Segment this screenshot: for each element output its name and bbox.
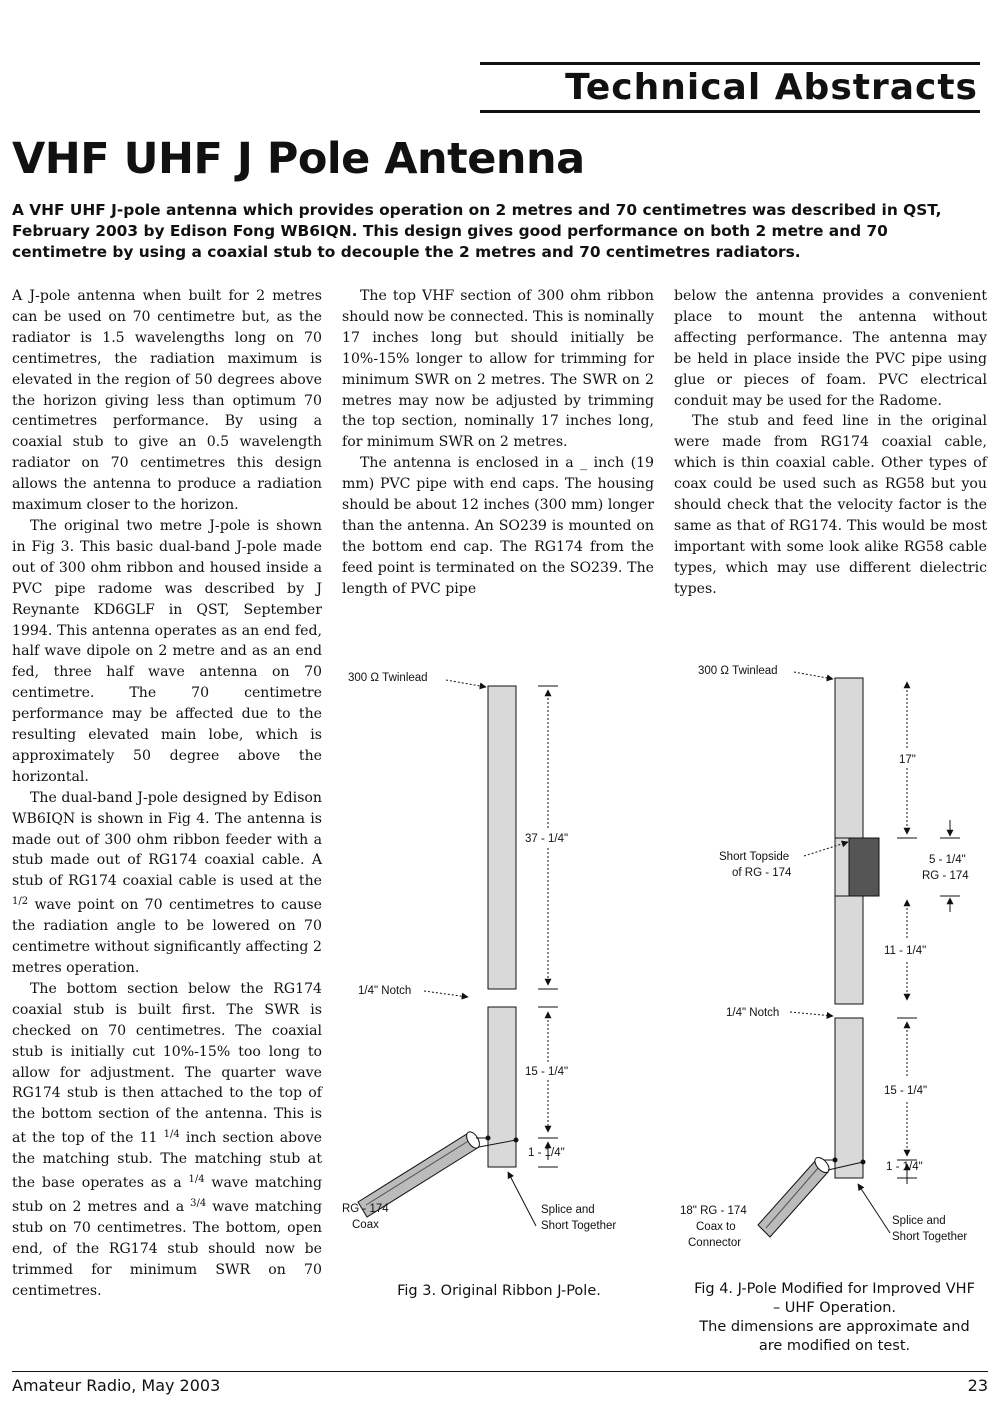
paragraph: The top VHF section of 300 ohm ribbon should now be connected. This is nominally 17 inches long but should initially be 10%-15% longer to allow for trimming for minimum SWR on 2 metres. The SWR on 2 metres may now be adjusted by trimming the top section, nominally 17 inches long, for minimum SWR on 2 metres.: [342, 288, 654, 451]
stub-label: Short Topside: [719, 851, 790, 863]
figure-3: [338, 660, 660, 1280]
paragraph: [12, 979, 322, 1302]
figure-4: [672, 660, 992, 1300]
coax-label-2: Coax to: [696, 1221, 736, 1233]
paragraph: below the antenna provides a convenient place to mount the antenna without affecting performance. The antenna may be held in place inside the PVC pipe using glue or pieces of foam. PVC electrical conduit may be used for the Radome.: [674, 288, 987, 409]
section-header: [480, 62, 980, 113]
twinlead-label: 300 Ω Twinlead: [348, 672, 428, 684]
dim-mid-label: 15 - 1/4": [525, 1066, 569, 1078]
splice-label-2: Short Together: [541, 1220, 617, 1232]
stub-label-2: of RG - 174: [732, 867, 792, 879]
header-rule-bottom: [480, 110, 980, 113]
notch-label: 1/4" Notch: [726, 1007, 780, 1019]
text-run: wave matching stub on 70 centimetres. The bottom, open end, of the RG174 stub should now be trimmed for minimum SWR on 70 centimetres.: [12, 1198, 322, 1299]
twinlead-label: 300 Ω Twinlead: [698, 665, 778, 677]
section-title: Technical Abstracts: [565, 67, 978, 108]
text-run: inch section above the matching stub. The matching stub at the base operates as a: [12, 1130, 322, 1192]
dim-top-label: 37 - 1/4": [525, 833, 569, 845]
column-1: [12, 286, 322, 1302]
page-title: VHF UHF J Pole Antenna: [12, 134, 585, 184]
column-2: [342, 286, 654, 600]
caption-line: Fig 4. J-Pole Modified for Improved VHF: [694, 1281, 975, 1297]
stub-dim-label: 5 - 1/4": [929, 854, 966, 866]
fraction: 1/4: [188, 1174, 205, 1186]
dim-bot-label: 1 - 1/4": [528, 1147, 565, 1159]
coax-label: 18" RG - 174: [680, 1205, 747, 1217]
paragraph: A J-pole antenna when built for 2 metres can be used on 70 centimetre but, as the radiator is 1.5 wavelengths long on 70 centimetres, the radiation maximum is elevated in the region of 50 degrees above the horizon giving less than optimum 70 centimetres performance. By using a coaxial stub to give an 0.5 wavelength radiator on 70 centimetres this design allows the antenna to produce a radiation maximum closer to the horizon.: [12, 288, 322, 514]
page-number: 23: [967, 1376, 988, 1395]
caption-line: The dimensions are approximate and: [699, 1319, 970, 1335]
column-3: [674, 286, 987, 600]
page-footer: [12, 1371, 988, 1395]
publication-name: Amateur Radio, May 2003: [12, 1376, 221, 1395]
fraction: 1/4: [163, 1129, 180, 1141]
paragraph: The antenna is enclosed in a _ inch (19 mm) PVC pipe with end caps. The housing should be about 12 inches (300 mm) longer than the antenna. An SO239 is mounted on the bottom end cap. The RG174 from the feed point is terminated on the SO239. The length of PVC pipe: [342, 455, 654, 597]
fig4-caption: [672, 1280, 997, 1356]
paragraph: [12, 788, 322, 979]
splice-label: Splice and: [541, 1204, 595, 1216]
text-run: The dual-band J-pole designed by Edison WB6IQN is shown in Fig 4. The antenna is made out of 300 ohm ribbon feeder with a stub made out of RG174 coaxial cable. A stub of RG174 coaxial cable is used at the: [12, 789, 322, 890]
paragraph: The stub and feed line in the original were made from RG174 coaxial cable, which is thin coaxial cable. Other types of coax could be used such as RG58 but you should check that the velocity factor is the same as that of RG174. This would be most important with some look alike RG58 cable types, which may use different dielectric types.: [674, 413, 987, 597]
fraction: 1/2: [12, 896, 29, 908]
lead-paragraph: A VHF UHF J-pole antenna which provides operation on 2 metres and 70 centimetres was described in QST, February 2003 by Edison Fong WB6IQN. This design gives good performance on both 2 metre and 70 centimetre by using a coaxial stub to decouple the 2 metres and 70 centimetres radiators.: [12, 201, 942, 261]
dim-bot-label: 1 - 1/4": [886, 1161, 923, 1173]
text-run: wave matching stub on 2 metres and a: [12, 1175, 322, 1215]
coax-label-2: Coax: [352, 1219, 379, 1231]
ribbon-upper: [488, 686, 516, 989]
dim-11-label: 11 - 1/4": [884, 945, 927, 957]
text-run: wave point on 70 centimetres to cause the radiation angle to be lowered on 70 centimetre without significantly affecting 2 metres operation.: [12, 897, 322, 976]
ribbon-bottom: [835, 1018, 863, 1178]
dim-top-label: 17": [899, 754, 916, 766]
ribbon-top: [835, 678, 863, 838]
text-run: The bottom section below the RG174 coaxial stub is built first. The SWR is checked on 70 centimetres. The coaxial stub is initially cut 10%-15% too long to allow for adjustment. The quarter wave RG174 stub is then attached to the top of the bottom section of the antenna. This is at the top of the 11: [12, 980, 322, 1147]
splice-label: Splice and: [892, 1215, 946, 1227]
coax-label-3: Connector: [688, 1237, 742, 1249]
fig3-caption: Fig 3. Original Ribbon J-Pole.: [397, 1283, 601, 1299]
caption-line: are modified on test.: [758, 1338, 911, 1354]
dimension-lines: [790, 672, 960, 1233]
caption-line: – UHF Operation.: [772, 1300, 897, 1316]
fig4-diagram: [672, 660, 992, 1280]
fraction: 3/4: [190, 1197, 207, 1209]
coax-label: RG - 174: [342, 1203, 389, 1215]
rg174-stub: [849, 838, 879, 896]
ribbon-middle: [835, 896, 863, 1004]
header-rule-top: [480, 62, 980, 65]
fig3-diagram: [338, 660, 660, 1280]
paragraph: The original two metre J-pole is shown in Fig 3. This basic dual-band J-pole made out of 300 ohm ribbon and housed inside a PVC pipe radome was described by J Reynante KD6GLF in QST, September 1994. This antenna operates as an end fed, half wave dipole on 2 metre and as an end fed, three half wave antenna on 70 centimetre. The 70 centimetre performance may be affected due to the resulting elevated main lobe, which is approximately 50 degree above the horizontal.: [12, 517, 322, 785]
stub-dim-label-2: RG - 174: [922, 870, 969, 882]
dim-mid-label: 15 - 1/4": [884, 1085, 928, 1097]
splice-label-2: Short Together: [892, 1231, 968, 1243]
notch-label: 1/4" Notch: [358, 985, 412, 997]
